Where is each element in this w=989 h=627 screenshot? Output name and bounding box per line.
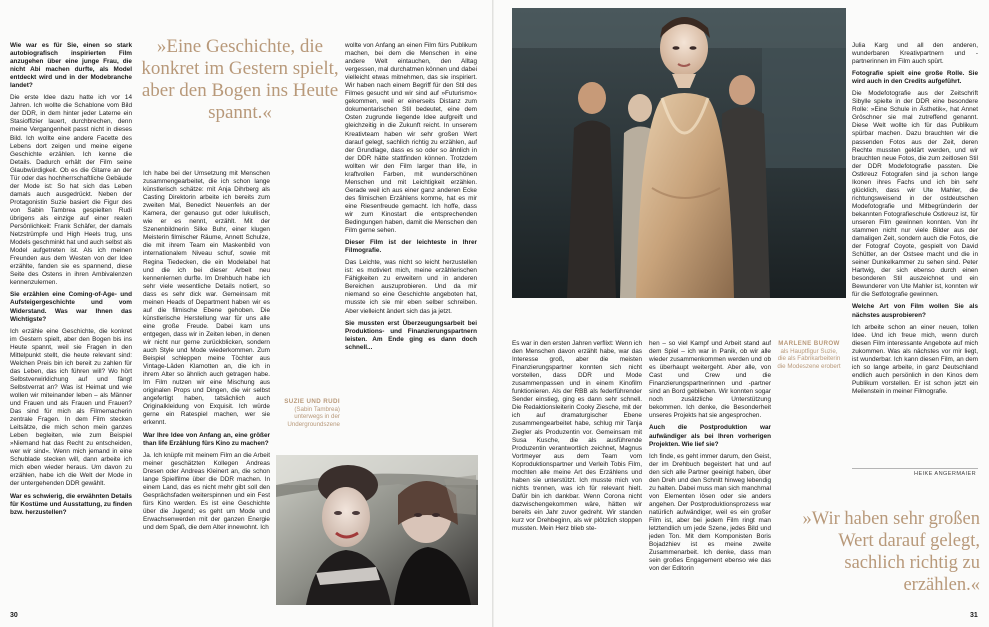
left-column-3 xyxy=(345,42,477,430)
left-page xyxy=(0,0,494,627)
interview-answer: Es war in den ersten Jahren verflixt: Wenn ich den Menschen davon erzählt habe, war das Interesse groß, aber die meisten Finanzierungspartner konnten sich nicht vorstellen, dass DDR und Mode zusammenpassen und in einem Kinofilm funktionieren. Als der RBB als federführender Sender einstieg, ging es dann sehr schnell. Die Redaktionsleiterin Cooky Ziesche, mit der ich auf dramaturgischer Ebene zusammengearbeitet habe, schlug mir Tanja Ziegler als Produzentin vor. Gemeinsam mit Susa Kusche, die als ausführende Produzentin verantwortlich zeichnet, Magnus Vortmeyer aus dem Team vom Koproduktionspartner und Verleih Tobis Film, mochten alle meine Art des Erzählens und haben sie unterstützt. Ich musste mich von nichts trennen, was ich für relevant hielt. Dafür bin ich dankbar. Wenn Corona nicht dazwischengekommen wäre, hätten wir bereits ein Jahr zuvor gedreht. Wir standen kurz vor Drehbeginn, als wir plötzlich stoppen mussten. Mein Herz blieb ste- xyxy=(512,340,642,533)
interview-answer: Ich erzähle eine Geschichte, die konkret im Gestern spielt, aber den Bogen bis ins Heute spannt, weil sie Fragen in den Mittelpunkt stellt, die heute relevant sind: Welchen Preis bin ich bereit zu zahlen für das Leben, das ich führen will? Wo hört Selbstverwirklichung auf und fängt Selbstverrat an? Was ist Heimat und wie wollen wir miteinander leben – als Männer und Frauen und als Frauen und Frauen? Das sind für mich als Filmemacherin zentrale Fragen. In dem Film stecken Leitsätze, die mich schon mein ganzes Leben begleiten, wie zum Beispiel »Niemand hat das Recht zu entscheiden, wer wir sind«. Wenn mich jemand in eine Schublade stecken will, dann arbeite ich mich eben wieder heraus. Um davon zu erzählen, habe ich die Welt der Mode in der untergehenden DDR gewählt. xyxy=(10,327,132,488)
interview-answer: Ja. Ich knüpfe mit meinem Film an die Arbeit meiner geschätzten Kollegen Andreas Dresen oder Andreas Kleinert an, die schon lange Spielfilme über die DDR machen. In einem Land, das es nicht mehr gibt soll den Gesprächsfaden weiterspinnen und ein Fest fürs Kino werden. Es ist eine Geschichte über die Jugend; es geht um Mode und Erwachsenwerden mit der ganzen Energie und dem Spaß, die dem Alter innewohnt. Ich xyxy=(143,451,270,532)
photo-suzie-rudi-image xyxy=(276,455,478,605)
photo-marlene-burow xyxy=(512,8,846,298)
interview-answer: Ich finde, es geht immer darum, den Geist, der im Drehbuch begeistert hat und auf den sich alle Partner geeinigt haben, über den Dreh und den Schnitt hinweg lebendig zu halten. Dabei muss man sich manchmal von Elementen lösen oder sie anders angehen. Der Postproduktionsprozess war natürlich aufwändiger, weil es ein großer Film ist, aber bei jedem Film ringt man letztendlich um jede Szene, jedes Bild und jeden Ton. Mit dem Komponisten Boris Bojadzhiev ist es meine zweite Zusammenarbeit. Ich denke, dass man sein großes Engagement ebenso wie das von der Editorin xyxy=(649,452,771,573)
interview-question: War Ihre Idee von Anfang an, eine größer than life Erzählung fürs Kino zu machen? xyxy=(143,431,270,447)
interview-question: Dieser Film ist der leichteste in Ihrer Filmografie. xyxy=(345,239,477,255)
interview-question: Fotografie spielt eine große Rolle. Sie wird auch in den Credits aufgeführt. xyxy=(852,70,978,86)
interview-answer: Ich habe bei der Umsetzung mit Menschen zusammengearbeitet, die ich schon lange künstlerisch schätze: mit Anja Dihrberg als Casting Direktorin arbeite ich bereits zum zweiten Mal, Benedict Neuenfels an der Kamera, der genauso gut oder lukullisch, wie er es nennt, erzählt. Mit der Szenenbildnerin Silke Buhr, einer klugen Meisterin filmischer Räume, Annett Schulze, die mit ihrem Team ein Maskenbild von internationalem Niveau schuf, sowie mit Regina Tiedecken, die ein Modelabel hat und die ich bei dieser Arbeit neu kennenlernen durfte. Im Drehbuch habe ich sehr viele wesentliche Details notiert, so dass es sehr dick war. Gemeinsam mit meinen Heads of Department haben wir es auf die filmische Ebene gehoben. Die künstlerische Herstellung war für uns alle eine große Freude. Dabei kam uns entgegen, dass wir in Zeiten leben, in denen wir nicht nur gerne zurückblicken, sondern auch Style und Mode wiederkommen. Zum Beispiel schleppen meine Töchter aus Vintage-Läden Klamotten an, die ich in ihrem Alter so ähnlich auch getragen habe. Im Film nutzen wir eine Mischung aus originalen Props und Dingen, die wir selbst angefertigt haben, tatsächlich auch Originalkleidung von Exquisit. Ich würde gerne ein Ratespiel machen, wer sie erkennt. xyxy=(143,170,270,427)
interview-answer: Ich arbeite schon an einer neuen, tollen Idee. Und ich freue mich, wenn durch diesen Film interessante Angebote auf mich zukommen. Was als nächstes vor mir liegt, ist wunderbar. Ich kann diesen Film, an dem ich so lange arbeite, in ganz Deutschland endlich auch persönlich in den Kinos dem Publikum vorstellen. Er ist schon jetzt ein Meilenstein in meiner Filmografie. xyxy=(852,323,978,395)
caption2-title: MARLENE BUROW xyxy=(778,340,840,347)
photo-caption-marlene xyxy=(776,340,842,370)
left-column-2 xyxy=(143,170,270,608)
interview-answer: Die erste Idee dazu hatte ich vor 14 Jahren. Ich wollte die Schablone vom Bild der DDR, in dem hinter jeder Laterne ein Stasioffizier lauert, durchbrechen, denn meine Vergangenheit passt nicht in dieses Bild. Ich wollte eine andere Facette des Lebens dort zeigen und meine eigene Geschichte erzählen. Ich kenne die Details. Dadurch erhält der Film seine Glaubwürdigkeit. Ob es die Gitarre an der Tür oder das hochherrschaftliche Gebäude der Mode ist: So hat sich das Leben damals auch ausgedrückt. Neben der Protagonistin Suzie basiert die Figur des von Sabin Tambrea gespielten Rudi übrigens als einzige auf einer realen Persönlichkeit: Frank Schäfer, der damals Netzstrümpfe und High Heels trug, uns Models geschminkt hat und auch selbst als Model aufgetreten ist. Als ich meinen Freunden aus dem Westen von der Idee erzählte, fanden sie es spannend, diese Seite des Ostens in ihren Ambivalenzen kennenzulernen. xyxy=(10,94,132,287)
right-column-a xyxy=(512,340,642,608)
page-number-right: 31 xyxy=(970,612,978,619)
interview-question: Sie mussten erst Überzeugungsarbeit bei Produktions- und Finanzierungspartnern leisten. Am Ende ging es dann doch schnell... xyxy=(345,319,477,351)
byline-rule xyxy=(852,468,978,469)
interview-question: Auch die Postproduktion war aufwändiger als bei Ihren vorherigen Projekten. Wie lief sie? xyxy=(649,424,771,448)
right-column-b xyxy=(649,340,771,608)
page-number-left: 30 xyxy=(10,612,18,619)
photo-caption-suzie-rudi xyxy=(270,398,340,428)
interview-question: Sie erzählen eine Coming-of-Age- und Aufsteigergeschichte und vom Widerstand. Was war Ihnen das Wichtigste? xyxy=(10,291,132,323)
interview-answer: hen – so viel Kampf und Arbeit stand auf dem Spiel – ich war in Panik, ob wir alle wieder zusammenkommen werden und ob es überhaupt weitergeht. Aber alle, von Cast und Crew und die Finanzierungspartnerinnen und -partner sind an Bord geblieben. Wir konnten sogar noch zusätzliche Unterstützung bekommen. Ich denke, die Besonderheit unseres Projekts hat sie angesprochen. xyxy=(649,340,771,420)
interview-question: War es schwierig, die erwähnten Details für Kostüme und Ausstattung, zu finden bzw. herzustellen? xyxy=(10,492,132,516)
caption-title: SUZIE UND RUDI xyxy=(284,398,340,405)
pull-quote-top: »Eine Geschichte, die konkret im Gestern spielt, aber den Bogen ins Heute spannt.« xyxy=(141,36,339,123)
interview-answer: Julia Karg und all den anderen, wunderbaren Kreativpartnern und -partnerinnen im Film auch spürt. xyxy=(852,42,978,66)
interview-question: Welche Art von Film wollen Sie als nächstes ausprobieren? xyxy=(852,303,978,319)
interview-question: Wie war es für Sie, einen so stark autobiografisch inspirierten Film anzugehen über eine junge Frau, die nicht Abi machen durfte, als Model entdeckt wird und in der Modebranche landet? xyxy=(10,42,132,90)
caption2-text: als Hauptfigur Suzie, die als Fabrikarbeiterin die Modeszene erobert xyxy=(777,347,841,370)
left-column-1 xyxy=(10,42,132,608)
pull-quote-bottom: »Wir haben sehr großen Wert darauf gelegt, sachlich richtig zu erzählen.« xyxy=(802,509,980,595)
interview-answer: Die Modefotografie aus der Zeitschrift Sibylle spielte in der DDR eine besondere Rolle: »Eine Schule in Ästhetik«, hat Annet Gröschner sie mal zutreffend genannt. Diese Welt wollte ich für das Publikum spürbar machen. Dazu brauchten wir die passenden Fotos aus der Zeit, deren Rechte mussten geklärt werden, und wir brauchten neue Fotos, die zum zeitlosen Stil der DDR Modefotografie passten. Die Ostkreuz Fotografen sind ja schon lange Ikonen ihres Fachs und ich bin sehr glücklich, dass wir Ute Mahler, die richtungsweisend in der ostdeutschen Modefotografie und Mitbegründerin der bekannten Fotografieschule Ostkreuz ist, für unseren Film gewinnen konnten. Von ihr stammen nicht nur viele Bilder aus der damaligen Zeit, sondern auch die Fotos, die der Fotograf Coyote, gespielt von David Schütter, an der Ostsee macht und die in seiner Dunkelkammer zu sehen sind. Peter Hartwig, der sich ebenso durch einen besonderen Stil auszeichnet und ein Bewunderer von Ute Mahler ist, konnten wir für die Setfotografie gewinnen. xyxy=(852,90,978,299)
caption-text: unterwegs in der Undergroundszene xyxy=(287,413,340,428)
byline: HEIKE ANGERMAIER xyxy=(914,471,977,477)
interview-answer: wollte von Anfang an einen Film fürs Publikum machen, bei dem die Menschen in eine andere Welt eintauchen, den Alltag vergessen, mal durchatmen können und dabei vielleicht etwas mitnehmen, das sie inspiriert. Wir haben nach einem Begriff für den Stil des Filmes gesucht und wir sind auf »Futurismo« gekommen, weil er einerseits Distanz zum dokumentarischen Stil bedeutet, eine dem Osten zugrunde liegende Idee aufgreift und gleichzeitig in die Zukunft reicht. In unserem Kreativteam haben wir sehr großen Wert darauf gelegt, sachlich richtig zu erzählen, auf der Grundlage, dass es so oder so ähnlich in der DDR hätte stattfinden können. Trotzdem wollten wir den Film larger than life, in kraftvollen Farben, mit wunderschönen Menschen und mit Leichtigkeit erzählen. Gerade weil ich aus einer ganz anderen Ecke des filmischen Erzählens komme, hat es mir eine Riesenfreude gemacht. Ich hoffe, dass wir zum Kinostart die entsprechenden Bedingungen haben, damit die Menschen den Film gerne sehen. xyxy=(345,42,477,235)
photo-suzie-rudi xyxy=(276,455,478,605)
interview-answer: Das Leichte, was nicht so leicht herzustellen ist: es motiviert mich, meine erzählerischen Fähigkeiten zu erweitern und in anderen Bereichen auszuprobieren. Und da mir niemand so eine Geschichte angeboten hat, musste ich sie mir eben selber schreiben. Aber vielleicht ändert sich das ja jetzt. xyxy=(345,259,477,315)
photo-marlene-burow-image xyxy=(512,8,846,298)
right-column-c xyxy=(852,42,978,467)
right-page xyxy=(494,0,989,627)
caption-name: (Sabin Tambrea) xyxy=(294,405,340,413)
